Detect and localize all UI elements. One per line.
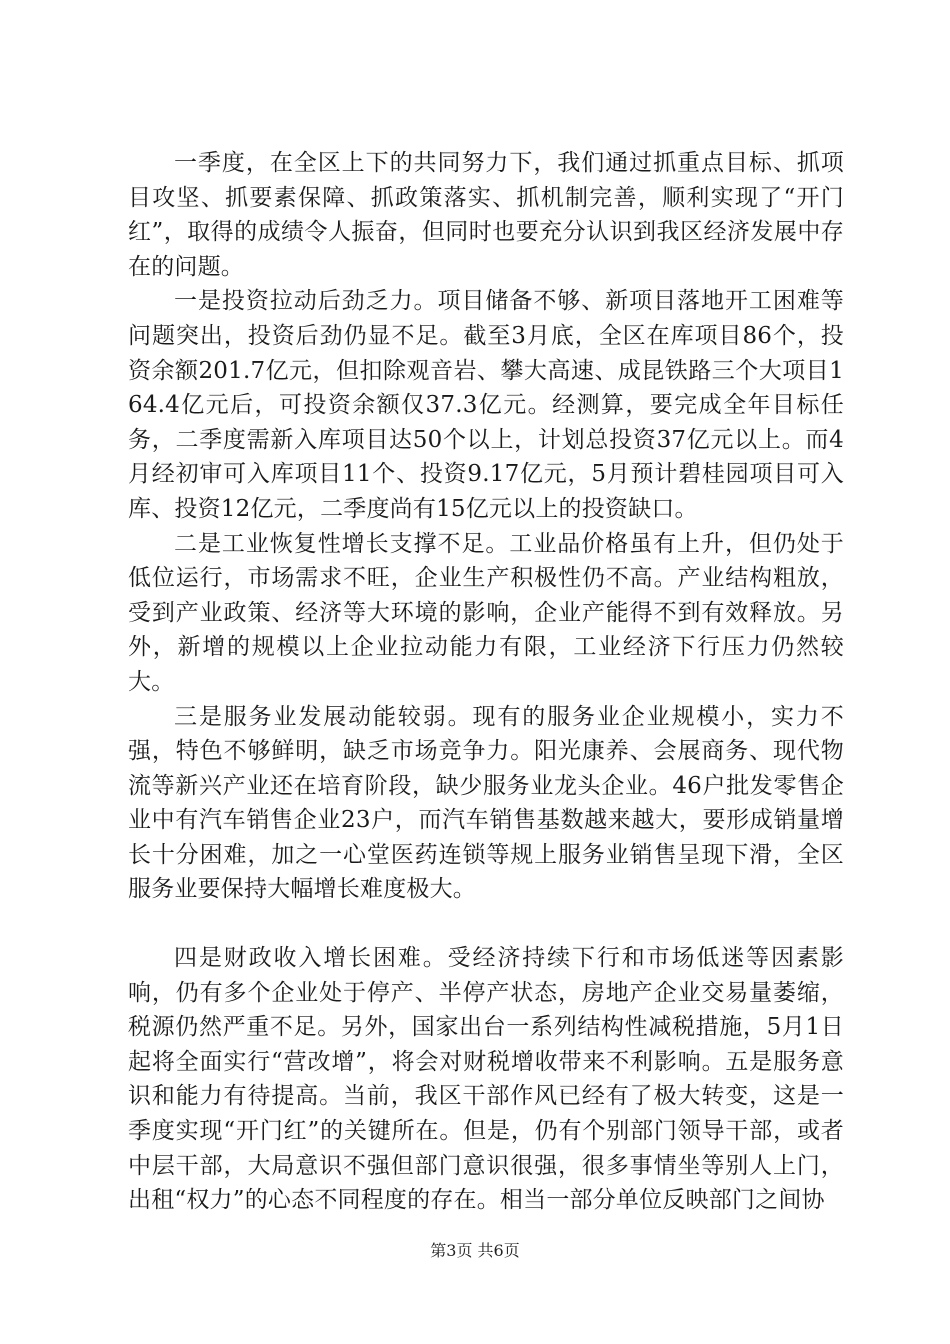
paragraph-services: 三是服务业发展动能较弱。现有的服务业企业规模小，实力不强，特色不够鲜明，缺乏市场竞争力。阳光康养、会展商务、现代物流等新兴产业还在培育阶段，缺少服务业龙头企业。46户批发零售企业中有汽车销售企业23户，而汽车销售基数越来越大，要形成销量增长十分困难，加之一心堂医药连锁等规上服务业销售呈现下滑，全区服务业要保持大幅增长难度极大。 xyxy=(128,703,844,903)
paragraph-industry: 二是工业恢复性增长支撑不足。工业品价格虽有上升，但仍处于低位运行，市场需求不旺，企业生产积极性仍不高。产业结构粗放，受到产业政策、经济等大环境的影响，企业产能得不到有效释放。另外，新增的规模以上企业拉动能力有限，工业经济下行压力仍然较大。 xyxy=(128,530,844,695)
page-number-footer: 第3页 共6页 xyxy=(430,1241,520,1260)
paragraph-finance: 四是财政收入增长困难。受经济持续下行和市场低迷等因素影响，仍有多个企业处于停产、半停产状态，房地产企业交易量萎缩，税源仍然严重不足。另外，国家出台一系列结构性减税措施，5月1日起将全面实行“营改增”，将会对财税增收带来不利影响。五是服务意识和能力有待提高。当前，我区干部作风已经有了极大转变，这是一季度实现“开门红”的关键所在。但是，仍有个别部门领导干部，或者中层干部，大局意识不强但部门意识很强，很多事情坐等别人上门，出租“权力”的心态不同程度的存在。相当一部分单位反映部门之间协 xyxy=(128,945,844,1214)
document-body xyxy=(128,146,844,1218)
paragraph-investment: 一是投资拉动后劲乏力。项目储备不够、新项目落地开工困难等问题突出，投资后劲仍显不足。截至3月底，全区在库项目86个，投资余额201.7亿元，但扣除观音岩、攀大高速、成昆铁路三个大项目164.4亿元后，可投资余额仅37.3亿元。经测算，要完成全年目标任务，二季度需新入库项目达50个以上，计划总投资37亿元以上。而4月经初审可入库项目11个、投资9.17亿元，5月预计碧桂园项目可入库、投资12亿元，二季度尚有15亿元以上的投资缺口。 xyxy=(128,288,844,522)
paragraph-intro: 一季度，在全区上下的共同努力下，我们通过抓重点目标、抓项目攻坚、抓要素保障、抓政策落实、抓机制完善，顺利实现了“开门红”，取得的成绩令人振奋，但同时也要充分认识到我区经济发展中存在的问题。 xyxy=(128,150,844,280)
paragraph-spacer xyxy=(128,907,844,941)
